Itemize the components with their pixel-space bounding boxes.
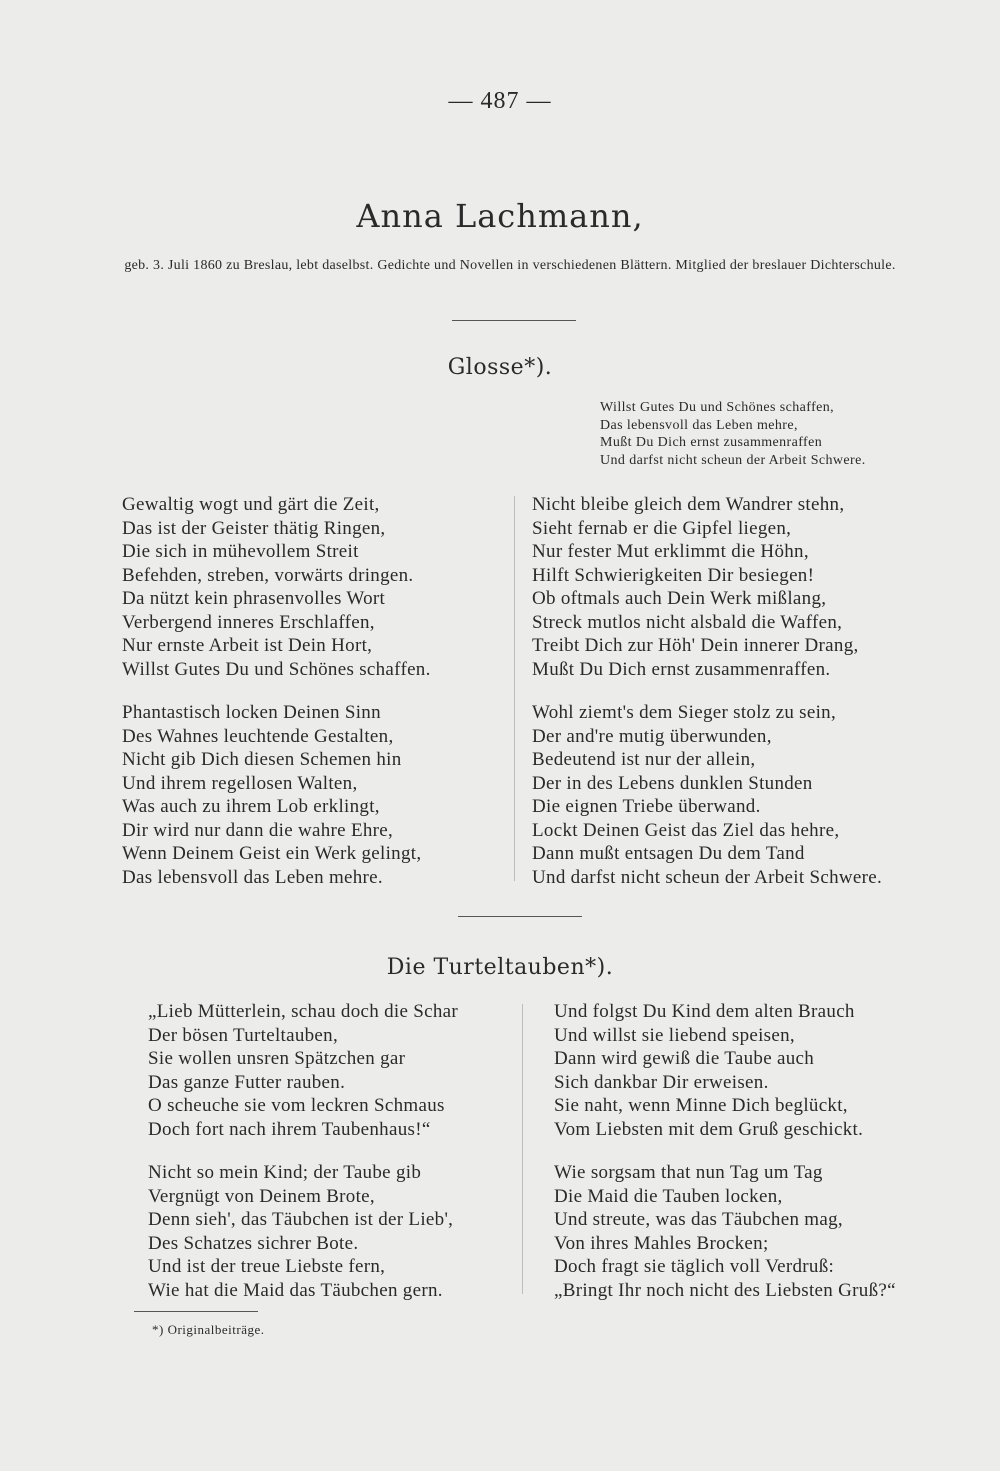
verse-line: Von ihres Mahles Brocken;	[554, 1232, 769, 1254]
verse-line: Der bösen Turteltauben,	[148, 1024, 339, 1046]
motto-line: Das lebensvoll das Leben mehre,	[600, 417, 798, 433]
verse-line: Sieht fernab er die Gipfel liegen,	[532, 517, 792, 539]
motto-line: Und darfst nicht scheun der Arbeit Schwere.	[600, 452, 866, 468]
verse-line: Sich dankbar Dir erweisen.	[554, 1071, 769, 1093]
verse-line: Wie sorgsam that nun Tag um Tag	[554, 1162, 823, 1183]
verse-line: „Bringt Ihr noch nicht des Liebsten Gruß?“	[554, 1279, 896, 1301]
verse-line: Wenn Deinem Geist ein Werk gelingt,	[122, 843, 422, 864]
verse-line: Treibt Dich zur Höh' Dein innerer Drang,	[532, 635, 859, 656]
turteltauben-right-column	[554, 1000, 896, 1302]
footnote: *) Originalbeiträge.	[152, 1322, 265, 1337]
verse-line: Das lebensvoll das Leben mehre.	[122, 866, 383, 888]
motto-line: Mußt Du Dich ernst zusammenraffen	[600, 435, 823, 450]
verse-line: Der and're mutig überwunden,	[532, 725, 772, 747]
verse-line: Nur ernste Arbeit ist Dein Hort,	[122, 635, 373, 656]
verse-line: Und willst sie liebend speisen,	[554, 1024, 795, 1046]
poem-title-glosse: Glosse*).	[447, 355, 553, 380]
verse-line: „Lieb Mütterlein, schau doch die Schar	[148, 1001, 459, 1022]
verse-line: Dann wird gewiß die Taube auch	[554, 1048, 815, 1069]
verse-line: Nicht gib Dich diesen Schemen hin	[122, 749, 402, 770]
verse-line: Die Maid die Tauben locken,	[554, 1185, 783, 1207]
column-divider	[514, 496, 515, 881]
verse-line: Mußt Du Dich ernst zusammenraffen.	[532, 658, 831, 680]
verse-line: Denn sieh', das Täubchen ist der Lieb',	[148, 1209, 454, 1230]
verse-line: Das ist der Geister thätig Ringen,	[122, 517, 386, 539]
verse-line: Da nützt kein phrasenvolles Wort	[122, 588, 386, 609]
verse-line: Sie wollen unsren Spätzchen gar	[148, 1048, 406, 1069]
verse-line: Streck mutlos nicht alsbald die Waffen,	[532, 611, 843, 633]
verse-line: Sie naht, wenn Minne Dich beglückt,	[554, 1095, 848, 1116]
verse-line: Ob oftmals auch Dein Werk mißlang,	[532, 588, 827, 609]
verse-line: Bedeutend ist nur der allein,	[532, 749, 756, 770]
verse-line: Und darfst nicht scheun der Arbeit Schwere.	[532, 866, 883, 888]
verse-line: Gewaltig wogt und gärt die Zeit,	[122, 494, 380, 515]
author-name: Anna Lachmann,	[356, 197, 644, 235]
verse-line: Doch fort nach ihrem Taubenhaus!“	[148, 1118, 431, 1140]
column-divider	[522, 1004, 523, 1294]
page-number: — 487 —	[448, 88, 552, 114]
verse-line: Wie hat die Maid das Täubchen gern.	[148, 1279, 443, 1301]
verse-line: Vergnügt von Deinem Brote,	[148, 1185, 375, 1207]
glosse-left-column	[122, 493, 431, 889]
glosse-right-column	[532, 493, 882, 889]
poem-title-turteltauben: Die Turteltauben*).	[386, 955, 614, 980]
verse-line: Was auch zu ihrem Lob erklingt,	[122, 796, 380, 817]
verse-line: Dann mußt entsagen Du dem Tand	[532, 843, 805, 864]
footnote-rule	[134, 1311, 258, 1312]
poem-motto	[600, 399, 920, 469]
verse-line: Die eignen Triebe überwand.	[532, 796, 761, 817]
separator-rule	[452, 320, 576, 321]
verse-line: Vom Liebsten mit dem Gruß geschickt.	[554, 1118, 864, 1140]
verse-line: Der in des Lebens dunklen Stunden	[532, 772, 813, 794]
verse-line: Des Wahnes leuchtende Gestalten,	[122, 725, 394, 747]
verse-line: Verbergend inneres Erschlaffen,	[122, 611, 375, 633]
verse-line: Dir wird nur dann die wahre Ehre,	[122, 819, 394, 841]
separator-rule	[458, 916, 582, 917]
verse-line: Und streute, was das Täubchen mag,	[554, 1209, 843, 1230]
verse-line: Lockt Deinen Geist das Ziel das hehre,	[532, 819, 840, 841]
verse-line: Doch fragt sie täglich voll Verdruß:	[554, 1256, 835, 1277]
verse-line: Nur fester Mut erklimmt die Höhn,	[532, 541, 809, 562]
verse-line: Des Schatzes sichrer Bote.	[148, 1232, 359, 1254]
verse-line: Und ihrem regellosen Walten,	[122, 772, 358, 794]
author-bio: geb. 3. Juli 1860 zu Breslau, lebt daselbst. Gedichte und Novellen in verschiedenen Blättern. Mitglied der breslauer Dichterschule.	[124, 258, 896, 273]
verse-line: Die sich in mühevollem Streit	[122, 541, 359, 562]
verse-line: Nicht bleibe gleich dem Wandrer stehn,	[532, 494, 845, 515]
verse-line: Willst Gutes Du und Schönes schaffen.	[122, 658, 431, 680]
verse-line: Hilft Schwierigkeiten Dir besiegen!	[532, 564, 815, 586]
verse-line: Nicht so mein Kind; der Taube gib	[148, 1162, 422, 1183]
verse-line: O scheuche sie vom leckren Schmaus	[148, 1095, 445, 1116]
verse-line: Wohl ziemt's dem Sieger stolz zu sein,	[532, 702, 837, 723]
turteltauben-left-column	[148, 1000, 458, 1302]
verse-line: Phantastisch locken Deinen Sinn	[122, 702, 381, 723]
verse-line: Das ganze Futter rauben.	[148, 1071, 346, 1093]
verse-line: Und folgst Du Kind dem alten Brauch	[554, 1001, 855, 1022]
verse-line: Befehden, streben, vorwärts dringen.	[122, 564, 414, 586]
verse-line: Und ist der treue Liebste fern,	[148, 1256, 386, 1277]
motto-line: Willst Gutes Du und Schönes schaffen,	[600, 400, 835, 415]
